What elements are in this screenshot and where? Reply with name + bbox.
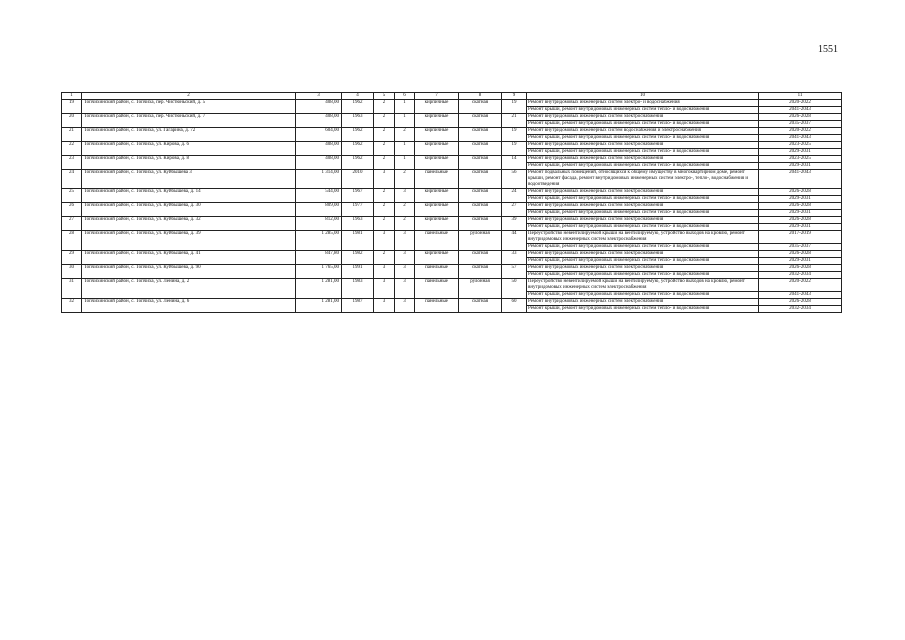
period-cell: 2023-2025: [759, 142, 842, 149]
period-cell: 2020-2022: [759, 128, 842, 135]
period-cell: 2029-2031: [759, 224, 842, 231]
column-number: 4: [342, 93, 374, 100]
year-cell: 1963: [342, 217, 374, 231]
entrances-cell: 3: [395, 299, 415, 313]
entrances-cell: 3: [395, 279, 415, 299]
year-cell: 1962: [342, 156, 374, 170]
row-number-cell: 22: [62, 142, 82, 156]
entrances-cell: 1: [395, 114, 415, 128]
table-row: [62, 265, 842, 272]
table-row: [62, 156, 842, 163]
period-cell: 2026-2028: [759, 203, 842, 210]
row-number-cell: 28: [62, 231, 82, 251]
table-row: [62, 279, 842, 292]
address-cell: Топчихинский район, с. Топчиха, ул. Куйбышева, д. 39: [82, 231, 296, 251]
column-number: 6: [395, 93, 415, 100]
entrances-cell: 1: [395, 156, 415, 170]
work-description-cell: Ремонт подвальных помещений, относящихся к общему имуществу в многоквартирном доме, ремонт крыши, ремонт фасада, ремонт внутридомовых инженерных систем электро-, тепло-, водоснабжения и водоотведения: [527, 170, 759, 189]
address-cell: Топчихинский район, с. Топчиха, ул. Кирова, д. 6: [82, 142, 296, 156]
floors-cell: 2: [374, 189, 395, 203]
work-description-cell: Ремонт крыши, ремонт внутридомовых инженерных систем тепло- и водоснабжения: [527, 272, 759, 279]
count-cell: 19: [502, 128, 527, 142]
area-cell: 604,00: [296, 128, 342, 142]
area-cell: 1 314,00: [296, 170, 342, 189]
wall-material-cell: панельные: [415, 265, 459, 279]
work-description-cell: Ремонт крыши, ремонт внутридомовых инженерных систем тепло- и водоснабжения: [527, 292, 759, 299]
address-cell: Топчихинский район, с. Топчиха, ул. Куйбышева, д. 14: [82, 189, 296, 203]
column-number: 10: [527, 93, 759, 100]
count-cell: 44: [502, 231, 527, 251]
period-cell: 2020-2022: [759, 100, 842, 107]
work-description-cell: Ремонт крыши, ремонт внутридомовых инженерных систем тепло- и водоснабжения: [527, 135, 759, 142]
year-cell: 1987: [342, 299, 374, 313]
work-description-cell: Ремонт внутридомовых инженерных систем электроснабжения: [527, 251, 759, 258]
year-cell: 1963: [342, 114, 374, 128]
period-cell: 2026-2028: [759, 265, 842, 272]
work-description-cell: Ремонт внутридомовых инженерных систем электроснабжения: [527, 299, 759, 306]
repair-program-table: [61, 92, 842, 313]
area-cell: 408,00: [296, 142, 342, 156]
column-number: 5: [374, 93, 395, 100]
roof-type-cell: рулонная: [459, 279, 502, 299]
year-cell: 1967: [342, 189, 374, 203]
work-description-cell: Ремонт внутридомовых инженерных систем электроснабжения: [527, 265, 759, 272]
period-cell: 2035-2037: [759, 244, 842, 251]
table-row: [62, 128, 842, 135]
count-cell: 33: [502, 251, 527, 265]
roof-type-cell: скатная: [459, 251, 502, 265]
roof-type-cell: скатная: [459, 217, 502, 231]
floors-cell: 3: [374, 279, 395, 299]
floors-cell: 2: [374, 114, 395, 128]
row-number-cell: 31: [62, 279, 82, 299]
period-cell: 2026-2028: [759, 189, 842, 196]
address-cell: Топчихинский район, с. Топчиха, ул. Ленина, д. 2: [82, 279, 296, 299]
count-cell: 57: [502, 265, 527, 279]
period-cell: 2032-2034: [759, 272, 842, 279]
period-cell: 2035-2037: [759, 121, 842, 128]
work-description-cell: Ремонт внутридомовых инженерных систем электроснабжения: [527, 217, 759, 224]
area-cell: 408,00: [296, 114, 342, 128]
column-number: 7: [415, 93, 459, 100]
address-cell: Топчихинский район, с. Топчиха, ул. Кирова, д. 8: [82, 156, 296, 170]
table-row: [62, 142, 842, 149]
address-cell: Топчихинский район, с. Топчиха, ул. Куйбышева, д. 90: [82, 265, 296, 279]
work-description-cell: Ремонт крыши, ремонт внутридомовых инженерных систем тепло- и водоснабжения: [527, 107, 759, 114]
floors-cell: 2: [374, 217, 395, 231]
period-cell: 2041-2043: [759, 170, 842, 189]
roof-type-cell: скатная: [459, 128, 502, 142]
period-cell: 2029-2031: [759, 210, 842, 217]
table-row: [62, 299, 842, 306]
area-cell: 408,00: [296, 156, 342, 170]
period-cell: 2029-2031: [759, 196, 842, 203]
row-number-cell: 25: [62, 189, 82, 203]
work-description-cell: Ремонт внутридомовых инженерных систем электро- и водоснабжения: [527, 100, 759, 107]
entrances-cell: 2: [395, 203, 415, 217]
area-cell: 847,80: [296, 251, 342, 265]
entrances-cell: 2: [395, 217, 415, 231]
address-cell: Топчихинский район, с. Топчиха, пер. Чистюньский, д. 7: [82, 114, 296, 128]
work-description-cell: Ремонт внутридомовых инженерных систем электроснабжения: [527, 203, 759, 210]
table-row: [62, 203, 842, 210]
roof-type-cell: скатная: [459, 265, 502, 279]
entrances-cell: 3: [395, 265, 415, 279]
floors-cell: 2: [374, 156, 395, 170]
count-cell: 56: [502, 170, 527, 189]
wall-material-cell: кирпичные: [415, 114, 459, 128]
work-description-cell: Ремонт крыши, ремонт внутридомовых инженерных систем тепло- и водоснабжения: [527, 306, 759, 313]
address-cell: Топчихинский район, с. Топчиха, ул. Куйбышева, д. 41: [82, 251, 296, 265]
year-cell: 1982: [342, 251, 374, 265]
row-number-cell: 30: [62, 265, 82, 279]
work-description-cell: Ремонт крыши, ремонт внутридомовых инженерных систем тепло- и водоснабжения: [527, 224, 759, 231]
year-cell: 1962: [342, 128, 374, 142]
table-row: [62, 231, 842, 244]
count-cell: 19: [502, 142, 527, 156]
work-description-cell: Ремонт крыши, ремонт внутридомовых инженерных систем тепло- и водоснабжения: [527, 121, 759, 128]
area-cell: 408,00: [296, 100, 342, 114]
area-cell: 1 765,00: [296, 265, 342, 279]
table-row: [62, 170, 842, 189]
area-cell: 1 281,00: [296, 279, 342, 299]
table-row: [62, 217, 842, 224]
row-number-cell: 27: [62, 217, 82, 231]
work-description-cell: Ремонт крыши, ремонт внутридомовых инженерных систем тепло- и водоснабжения: [527, 244, 759, 251]
row-number-cell: 23: [62, 156, 82, 170]
work-description-cell: Ремонт крыши, ремонт внутридомовых инженерных систем тепло- и водоснабжения: [527, 210, 759, 217]
count-cell: 50: [502, 279, 527, 299]
period-cell: 2026-2028: [759, 299, 842, 306]
area-cell: 809,00: [296, 203, 342, 217]
address-cell: Топчихинский район, с. Топчиха, ул. Куйбышева, д. 32: [82, 217, 296, 231]
floors-cell: 3: [374, 170, 395, 189]
count-cell: 14: [502, 156, 527, 170]
entrances-cell: 2: [395, 170, 415, 189]
area-cell: 544,00: [296, 189, 342, 203]
count-cell: 24: [502, 189, 527, 203]
work-description-cell: Ремонт внутридомовых инженерных систем водоснабжения и электроснабжения: [527, 128, 759, 135]
period-cell: 2041-2043: [759, 135, 842, 142]
column-number: 8: [459, 93, 502, 100]
year-cell: 2010: [342, 170, 374, 189]
wall-material-cell: кирпичные: [415, 156, 459, 170]
table-row: [62, 114, 842, 121]
entrances-cell: 2: [395, 128, 415, 142]
roof-type-cell: скатная: [459, 100, 502, 114]
floors-cell: 2: [374, 251, 395, 265]
wall-material-cell: кирпичные: [415, 142, 459, 156]
work-description-cell: Ремонт внутридомовых инженерных систем электроснабжения: [527, 189, 759, 196]
work-description-cell: Ремонт крыши, ремонт внутридомовых инженерных систем тепло- и водоснабжения: [527, 149, 759, 156]
period-cell: 2026-2028: [759, 114, 842, 121]
year-cell: 1983: [342, 279, 374, 299]
entrances-cell: 3: [395, 231, 415, 251]
roof-type-cell: рулонная: [459, 231, 502, 251]
roof-type-cell: скатная: [459, 189, 502, 203]
row-number-cell: 21: [62, 128, 82, 142]
entrances-cell: 3: [395, 251, 415, 265]
table-row: [62, 251, 842, 258]
area-cell: 1 281,00: [296, 299, 342, 313]
address-cell: Топчихинский район, с. Топчиха, ул. Куйбышева, д. 30: [82, 203, 296, 217]
table-body: [62, 93, 842, 313]
period-cell: 2023-2025: [759, 156, 842, 163]
period-cell: 2029-2031: [759, 149, 842, 156]
column-number: 3: [296, 93, 342, 100]
table-row: [62, 189, 842, 196]
work-description-cell: Ремонт внутридомовых инженерных систем электроснабжения: [527, 156, 759, 163]
work-description-cell: Ремонт внутридомовых инженерных систем электроснабжения: [527, 142, 759, 149]
row-number-cell: 32: [62, 299, 82, 313]
period-cell: 2020-2022: [759, 279, 842, 292]
period-cell: 2026-2028: [759, 251, 842, 258]
wall-material-cell: панельные: [415, 299, 459, 313]
work-description-cell: Переустройство невентилируемой крыши на вентилируемую, устройство выходов на кровлю, ремонт внутридомовых инженерных систем электроснабжения: [527, 231, 759, 244]
floors-cell: 3: [374, 265, 395, 279]
count-cell: 39: [502, 217, 527, 231]
area-cell: 812,00: [296, 217, 342, 231]
row-number-cell: 26: [62, 203, 82, 217]
count-cell: 19: [502, 100, 527, 114]
period-cell: 2041-2043: [759, 107, 842, 114]
floors-cell: 2: [374, 142, 395, 156]
wall-material-cell: панельные: [415, 231, 459, 251]
count-cell: 27: [502, 203, 527, 217]
floors-cell: 2: [374, 128, 395, 142]
period-cell: 2041-2043: [759, 292, 842, 299]
roof-type-cell: скатная: [459, 299, 502, 313]
floors-cell: 2: [374, 203, 395, 217]
work-description-cell: Ремонт крыши, ремонт внутридомовых инженерных систем тепло- и водоснабжения: [527, 258, 759, 265]
column-number: 2: [82, 93, 296, 100]
address-cell: Топчихинский район, с. Топчиха, ул. Куйбышева 3: [82, 170, 296, 189]
floors-cell: 3: [374, 231, 395, 251]
row-number-cell: 19: [62, 100, 82, 114]
roof-type-cell: скатная: [459, 156, 502, 170]
period-cell: 2026-2028: [759, 217, 842, 224]
column-number: 9: [502, 93, 527, 100]
row-number-cell: 20: [62, 114, 82, 128]
count-cell: 60: [502, 299, 527, 313]
entrances-cell: 1: [395, 100, 415, 114]
work-description-cell: Ремонт крыши, ремонт внутридомовых инженерных систем тепло- и водоснабжения: [527, 196, 759, 203]
column-number-row: [62, 93, 842, 100]
floors-cell: 3: [374, 299, 395, 313]
roof-type-cell: скатная: [459, 114, 502, 128]
wall-material-cell: кирпичные: [415, 100, 459, 114]
roof-type-cell: скатная: [459, 170, 502, 189]
count-cell: 21: [502, 114, 527, 128]
year-cell: 1962: [342, 100, 374, 114]
wall-material-cell: кирпичные: [415, 189, 459, 203]
column-number: 11: [759, 93, 842, 100]
year-cell: 1962: [342, 142, 374, 156]
wall-material-cell: панельные: [415, 170, 459, 189]
wall-material-cell: кирпичные: [415, 203, 459, 217]
floors-cell: 2: [374, 100, 395, 114]
period-cell: 2029-2031: [759, 163, 842, 170]
column-number: 1: [62, 93, 82, 100]
entrances-cell: 3: [395, 189, 415, 203]
entrances-cell: 1: [395, 142, 415, 156]
address-cell: Топчихинский район, с. Топчиха, пер. Чистюньский, д. 5: [82, 100, 296, 114]
wall-material-cell: кирпичные: [415, 217, 459, 231]
address-cell: Топчихинский район, с. Топчиха, ул. Ленина, д. 6: [82, 299, 296, 313]
page-number: 1551: [818, 44, 838, 55]
year-cell: 1977: [342, 203, 374, 217]
work-description-cell: Ремонт внутридомовых инженерных систем электроснабжения: [527, 114, 759, 121]
work-description-cell: Переустройство невентилируемой крыши на вентилируемую, устройство выходов на кровлю, ремонт внутридомовых инженерных систем электроснабжения: [527, 279, 759, 292]
work-description-cell: Ремонт крыши, ремонт внутридомовых инженерных систем тепло- и водоснабжения: [527, 163, 759, 170]
area-cell: 1 285,00: [296, 231, 342, 251]
roof-type-cell: скатная: [459, 142, 502, 156]
row-number-cell: 29: [62, 251, 82, 265]
wall-material-cell: панельные: [415, 279, 459, 299]
address-cell: Топчихинский район, с. Топчиха, ул. Гагарина, д. 72: [82, 128, 296, 142]
period-cell: 2032-2034: [759, 306, 842, 313]
period-cell: 2029-2031: [759, 258, 842, 265]
year-cell: 1991: [342, 265, 374, 279]
wall-material-cell: кирпичные: [415, 251, 459, 265]
year-cell: 1981: [342, 231, 374, 251]
wall-material-cell: кирпичные: [415, 128, 459, 142]
roof-type-cell: скатная: [459, 203, 502, 217]
table-row: [62, 100, 842, 107]
period-cell: 2017-2019: [759, 231, 842, 244]
row-number-cell: 24: [62, 170, 82, 189]
